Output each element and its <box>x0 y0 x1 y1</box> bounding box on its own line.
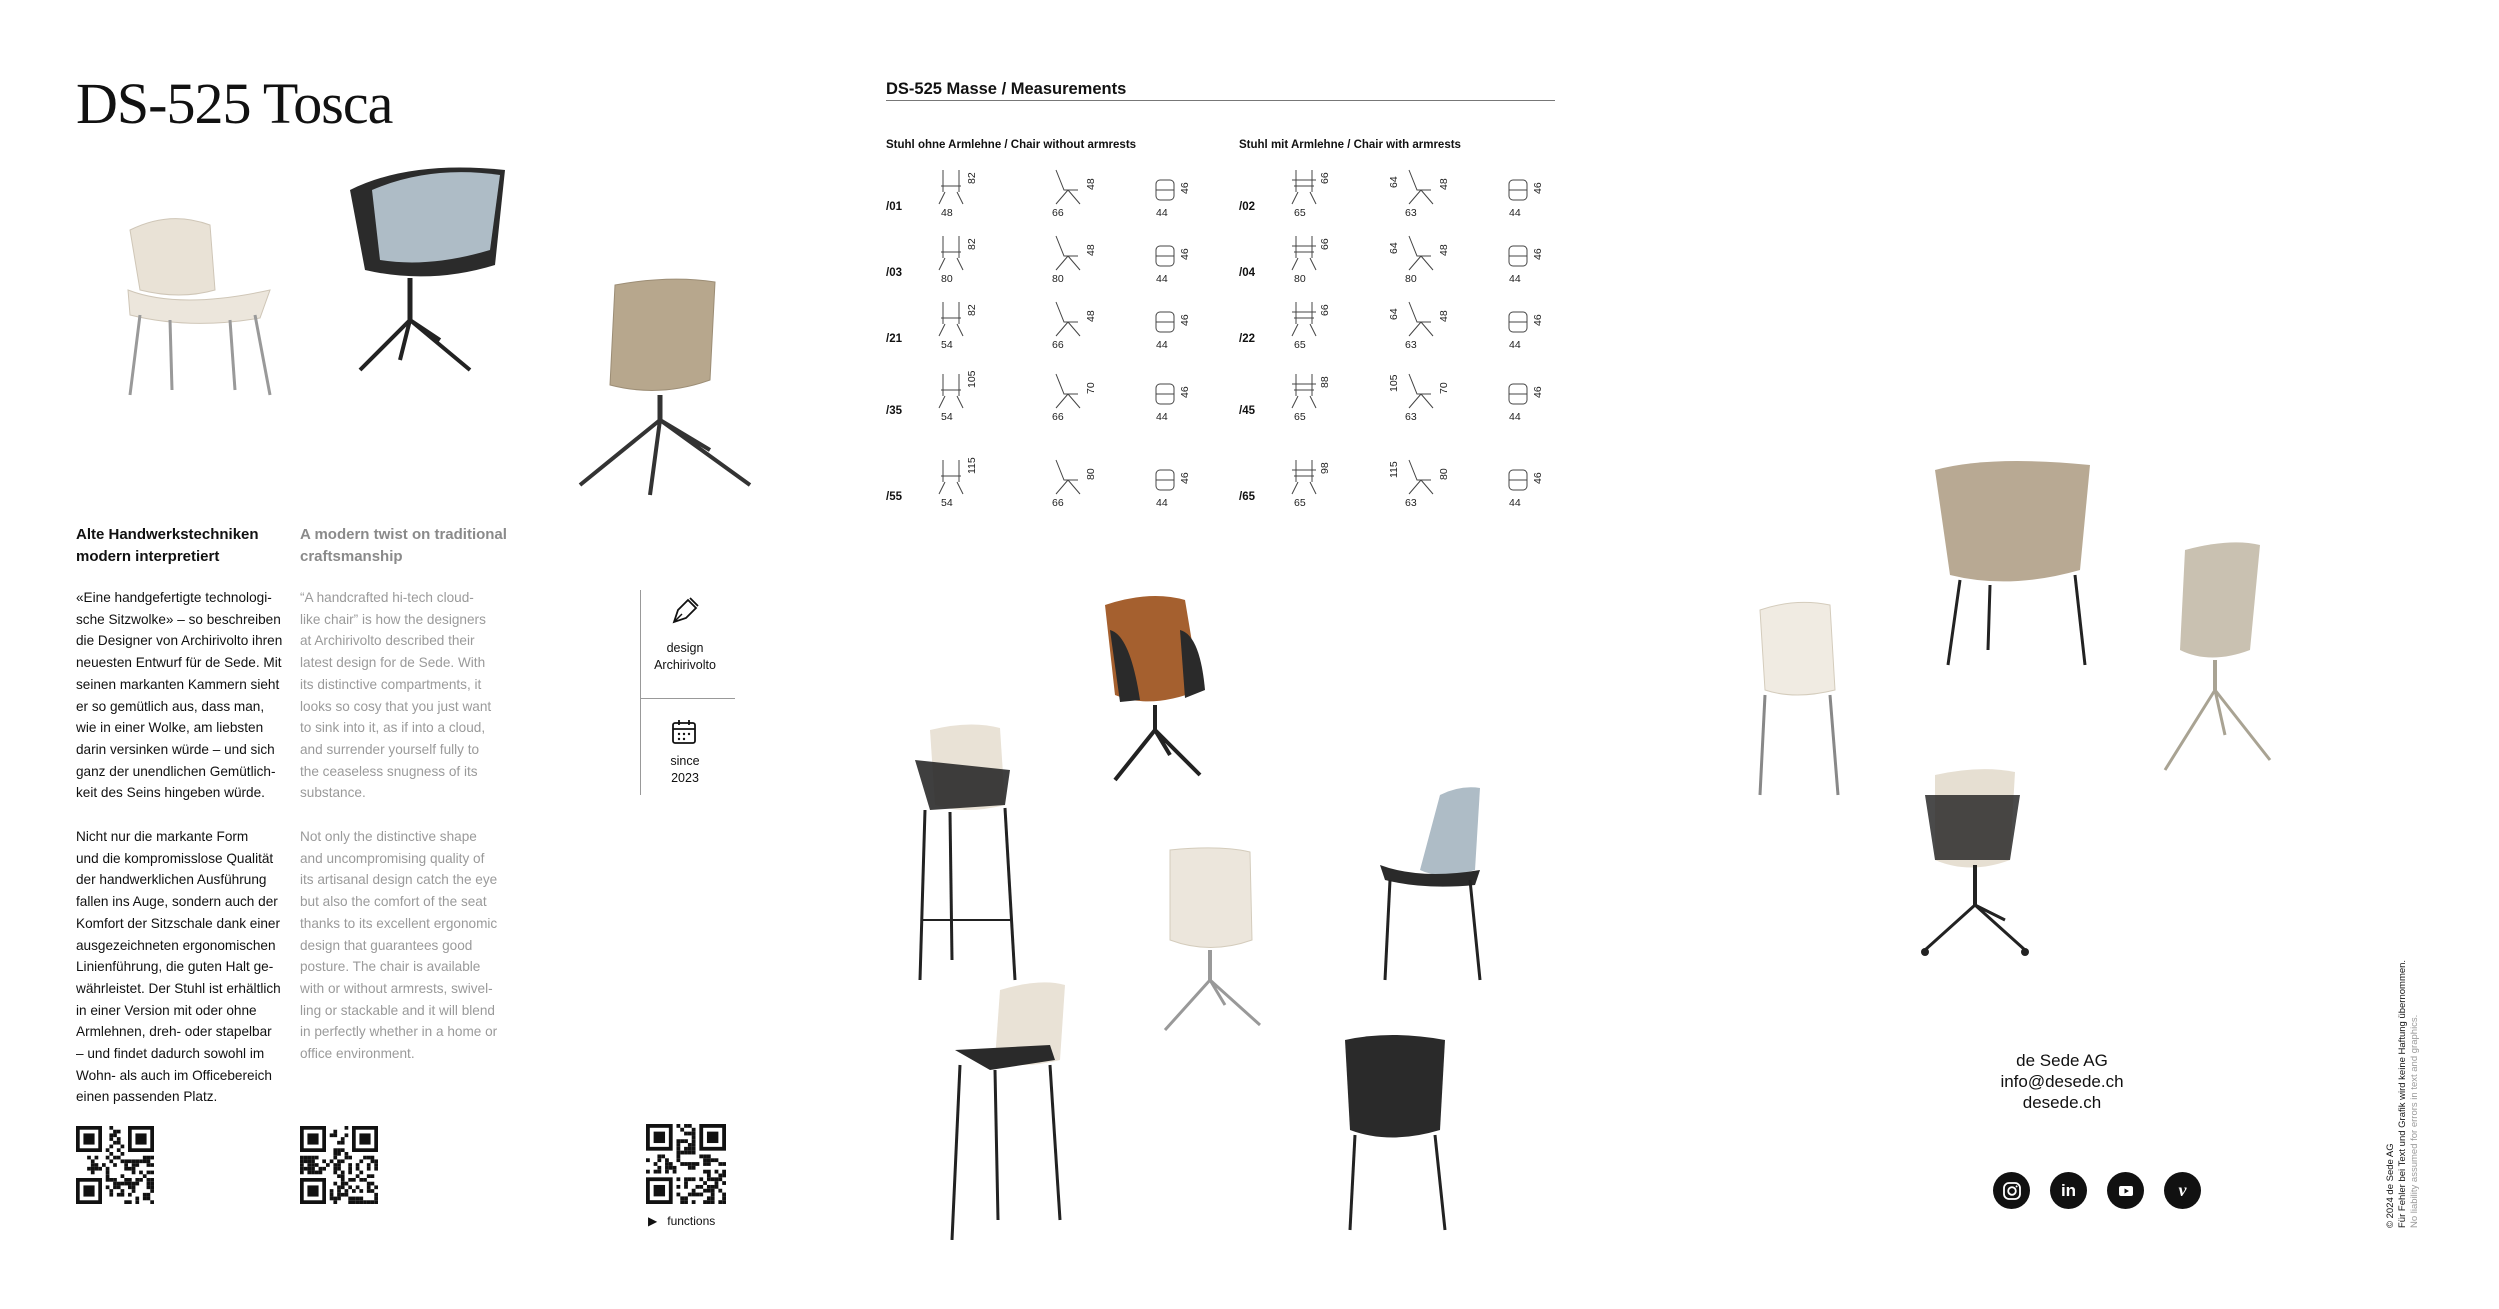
intro-paragraph-2-en: Not only the distinctive shape and uncompromising quality of its artisanal design catch the eye but also the comfort of the seat thanks to its excellent ergonomic design that guarantees good posture. The chair is available with or without armrests, swivel- ling or stackable and it will blend in perfectly whether in a home or office environment. <box>300 829 498 1062</box>
dim-width: 65 <box>1294 207 1306 219</box>
design-label: design Archirivolto <box>654 641 716 672</box>
chair-photo-barstool-2 <box>952 982 1065 1240</box>
dim-width: 44 <box>1156 273 1168 285</box>
row-code: /03 <box>886 267 902 279</box>
dim-width: 63 <box>1405 339 1417 351</box>
dim-height-2: 105 <box>1388 374 1400 392</box>
intro-heading-en: A modern twist on traditional craftsmanship <box>300 526 507 565</box>
pen-nib-icon <box>668 594 702 628</box>
page-title: DS-525 Tosca <box>76 71 393 136</box>
top-view-drawing <box>1156 384 1174 404</box>
chair-photo-office <box>1921 769 2029 956</box>
front-view-drawing <box>939 374 963 408</box>
dim-width: 44 <box>1156 497 1168 509</box>
dim-depth: 46 <box>1532 472 1544 484</box>
measurements-rule <box>886 100 1555 101</box>
top-view-drawing <box>1156 470 1174 490</box>
sidebar-divider-horizontal <box>640 698 735 699</box>
dim-width: 63 <box>1405 411 1417 423</box>
dim-width: 63 <box>1405 497 1417 509</box>
dim-width: 66 <box>1052 497 1064 509</box>
dim-depth: 46 <box>1179 472 1191 484</box>
vimeo-icon[interactable]: v <box>2164 1172 2201 1209</box>
since-label: since 2023 <box>670 754 700 785</box>
dim-seat-height: 70 <box>1085 382 1097 394</box>
intro-paragraph-2-de: Nicht nur die markante Form und die kompromisslose Qualität der handwerklichen Ausführung fallen ins Auge, sondern auch der Komfort der Sitzschale dank einer ausgezeichneten ergonomischen Linienführung, die guten Halt ge- währleistet. Der Stuhl ist erhältlich in einer Version mit oder ohne Armlehnen, dreh- oder stapelbar – und findet dadurch sowohl im Wohn- als auch im Officebereich einen passenden Platz. <box>76 829 281 1105</box>
dim-height: 82 <box>966 238 978 250</box>
top-view-drawing <box>1509 312 1527 332</box>
dim-height-2: 64 <box>1388 176 1400 188</box>
dim-width: 44 <box>1509 411 1521 423</box>
dim-seat-height: 70 <box>1438 382 1450 394</box>
dim-depth: 46 <box>1532 248 1544 260</box>
dim-width: 48 <box>941 207 953 219</box>
side-view-drawing <box>1056 236 1080 270</box>
dim-width: 44 <box>1509 207 1521 219</box>
youtube-icon[interactable] <box>2107 1172 2144 1209</box>
dim-seat-height: 48 <box>1085 244 1097 256</box>
dim-width: 80 <box>1052 273 1064 285</box>
dim-height-2: 64 <box>1388 242 1400 254</box>
dim-width: 66 <box>1052 411 1064 423</box>
row-code: /45 <box>1239 405 1255 417</box>
dim-depth: 46 <box>1179 182 1191 194</box>
chair-photo-cognac <box>1105 596 1205 780</box>
dim-width: 65 <box>1294 411 1306 423</box>
chair-photo-taupe-armchair <box>1935 461 2090 665</box>
top-view-drawing <box>1156 246 1174 266</box>
measurements-table-no-armrests <box>886 160 1226 520</box>
side-view-drawing <box>1056 374 1080 408</box>
measurements-title: DS-525 Masse / Measurements <box>886 80 1127 98</box>
side-view-drawing <box>1056 460 1080 494</box>
top-view-drawing <box>1509 470 1527 490</box>
front-view-drawing <box>939 460 963 494</box>
functions-label: functions <box>667 1214 716 1228</box>
qr-code-de[interactable] <box>76 1126 154 1204</box>
row-code: /22 <box>1239 333 1255 345</box>
dim-width: 66 <box>1052 207 1064 219</box>
intro-paragraph-1-en: “A handcrafted hi-tech cloud- like chair” is how the designers at Archirivolto described their latest design for de Sede. With its distinctive compartments, it looks so cosy that you just want to sink into it, as if into a cloud, and surrender yourself fully to the ceaseless snugness of its substance. <box>300 590 492 801</box>
chair-photo-cream-swivel <box>1165 848 1260 1030</box>
row-code: /35 <box>886 405 902 417</box>
side-view-drawing <box>1056 302 1080 336</box>
front-view-drawing <box>1292 460 1316 494</box>
dim-depth: 46 <box>1532 386 1544 398</box>
row-code: /65 <box>1239 491 1255 503</box>
dim-width: 80 <box>1294 273 1306 285</box>
dim-height: 66 <box>1319 172 1331 184</box>
dim-seat-height: 48 <box>1438 178 1450 190</box>
dim-seat-height: 48 <box>1438 244 1450 256</box>
dim-seat-height: 48 <box>1438 310 1450 322</box>
top-view-drawing <box>1156 312 1174 332</box>
top-view-drawing <box>1509 180 1527 200</box>
top-view-drawing <box>1509 246 1527 266</box>
dim-depth: 46 <box>1532 182 1544 194</box>
dim-depth: 46 <box>1179 386 1191 398</box>
top-view-drawing <box>1156 180 1174 200</box>
side-view-drawing <box>1409 170 1433 204</box>
chair-photo-black <box>1345 1035 1445 1230</box>
dim-height: 82 <box>966 172 978 184</box>
dim-height-2: 64 <box>1388 308 1400 320</box>
intro-paragraph-1-de: «Eine handgefertigte technologi- sche Sitzwolke» – so beschreiben die Designer von Archirivolto ihren neuesten Entwurf für de Sede. Mit seinen markanten Kammern sieht er so gemütlich aus, dass man, wie in einer Wolke, am liebsten darin versinken würde – und sich ganz der unendlichen Gemütlich- keit des Seins hingeben würde. <box>76 590 283 801</box>
dim-width: 65 <box>1294 497 1306 509</box>
dim-height: 66 <box>1319 238 1331 250</box>
front-view-drawing <box>939 302 963 336</box>
front-view-drawing <box>1292 170 1316 204</box>
chair-photo-cream-stacking <box>1760 602 1838 795</box>
side-view-drawing <box>1409 460 1433 494</box>
front-view-drawing <box>939 236 963 270</box>
dim-width: 44 <box>1156 207 1168 219</box>
dim-width: 65 <box>1294 339 1306 351</box>
dim-seat-height: 80 <box>1438 468 1450 480</box>
top-view-drawing <box>1509 384 1527 404</box>
side-view-drawing <box>1409 302 1433 336</box>
dim-seat-height: 48 <box>1085 178 1097 190</box>
instagram-icon[interactable] <box>1993 1172 2030 1209</box>
dim-height: 66 <box>1319 304 1331 316</box>
dim-height: 115 <box>966 457 978 474</box>
dim-depth: 46 <box>1179 248 1191 260</box>
sidebar-divider-vertical <box>640 590 641 795</box>
dim-width: 44 <box>1509 339 1521 351</box>
dim-width: 54 <box>941 497 953 509</box>
chair-photo-cream <box>128 219 270 395</box>
dim-width: 63 <box>1405 207 1417 219</box>
play-icon: ▶ <box>648 1214 658 1228</box>
measurements-right-heading: Stuhl mit Armlehne / Chair with armrests <box>1239 139 1461 151</box>
dim-seat-height: 48 <box>1085 310 1097 322</box>
dim-height: 105 <box>966 370 978 388</box>
linkedin-icon[interactable]: in <box>2050 1172 2087 1209</box>
dim-height-2: 115 <box>1388 461 1400 478</box>
chair-photo-barstool-1 <box>915 724 1015 980</box>
dim-height: 82 <box>966 304 978 316</box>
row-code: /02 <box>1239 201 1255 213</box>
dim-width: 66 <box>1052 339 1064 351</box>
right-photo-collage <box>1720 450 2420 990</box>
copyright-line-3: No liability assumed for errors in text and graphics. <box>2409 1014 2420 1228</box>
dim-width: 44 <box>1156 339 1168 351</box>
dim-width: 80 <box>941 273 953 285</box>
side-view-drawing <box>1409 374 1433 408</box>
intro-heading-de: Alte Handwerkstechniken modern interpretiert <box>76 526 259 565</box>
dim-height: 98 <box>1319 462 1331 474</box>
dim-width: 80 <box>1405 273 1417 285</box>
calendar-icon <box>670 718 698 746</box>
chair-photo-blue-swivel <box>350 168 505 371</box>
chair-photo-beige-swivel <box>2165 542 2270 770</box>
front-view-drawing <box>939 170 963 204</box>
dim-width: 44 <box>1509 273 1521 285</box>
front-view-drawing <box>1292 236 1316 270</box>
dim-seat-height: 80 <box>1085 468 1097 480</box>
functions-link[interactable] <box>648 1214 715 1228</box>
dim-width: 44 <box>1509 497 1521 509</box>
dim-depth: 46 <box>1532 314 1544 326</box>
qr-code-functions[interactable] <box>646 1124 726 1204</box>
dim-depth: 46 <box>1179 314 1191 326</box>
measurements-left-heading: Stuhl ohne Armlehne / Chair without armrests <box>886 139 1137 151</box>
front-view-drawing <box>1292 302 1316 336</box>
row-code: /04 <box>1239 267 1255 279</box>
row-code: /21 <box>886 333 902 345</box>
chair-photo-taupe <box>580 279 750 495</box>
dim-width: 44 <box>1156 411 1168 423</box>
copyright-line-2: Für Fehler bei Text und Grafik wird keine Haftung übernommen. <box>2397 959 2408 1228</box>
copyright-block <box>2385 960 2421 1228</box>
dim-width: 54 <box>941 411 953 423</box>
dim-height: 88 <box>1319 376 1331 388</box>
measurements-table-armrests <box>1239 160 1579 520</box>
row-code: /55 <box>886 491 902 503</box>
middle-photo-collage <box>880 580 1610 1240</box>
dim-width: 54 <box>941 339 953 351</box>
side-view-drawing <box>1056 170 1080 204</box>
hero-photos <box>110 150 830 510</box>
chair-photo-blue-stacking <box>1380 787 1480 980</box>
front-view-drawing <box>1292 374 1316 408</box>
copyright-line-1: © 2024 de Sede AG <box>2385 1143 2396 1228</box>
contact-block: de Sede AG info@desede.ch desede.ch <box>2000 1051 2124 1112</box>
qr-code-en[interactable] <box>300 1126 378 1204</box>
row-code: /01 <box>886 201 902 213</box>
side-view-drawing <box>1409 236 1433 270</box>
